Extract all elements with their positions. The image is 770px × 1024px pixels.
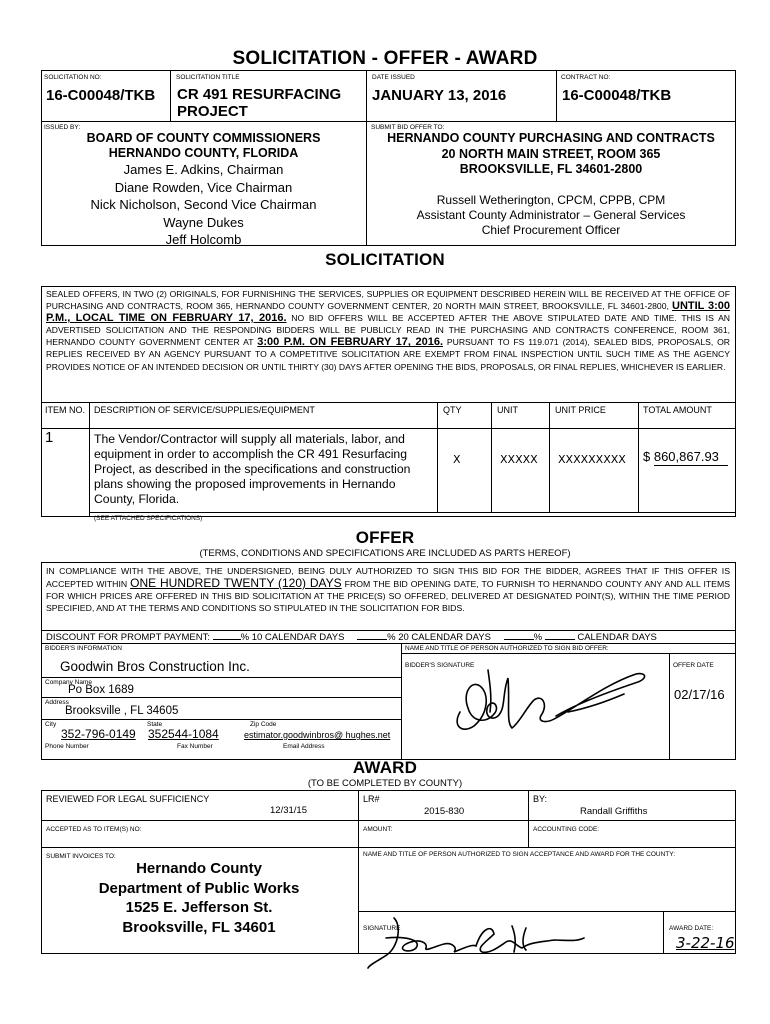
solicitation-title: CR 491 RESURFACING PROJECT xyxy=(177,86,342,120)
invoice-line-3: 1525 E. Jefferson St. xyxy=(125,899,273,916)
commissioner-5: Jeff Holcomb xyxy=(165,232,242,247)
accounting-code-label: ACCOUNTING CODE: xyxy=(533,826,600,833)
col-description: DESCRIPTION OF SERVICE/SUPPLIES/EQUIPMENT xyxy=(94,405,315,415)
county-signature xyxy=(366,912,588,972)
procurement-role-2: Chief Procurement Officer xyxy=(481,223,621,237)
item-total: $ 860,867.93 xyxy=(643,449,719,464)
address-line-2: Brooksville , FL 34605 xyxy=(65,705,179,717)
col-unit-price: UNIT PRICE xyxy=(555,405,606,415)
solicitation-text: SEALED OFFERS, IN TWO (2) ORIGINALS, FOR FURNISHING THE SERVICES, SUPPLIES OR EQUIPMENT DESCRIBED HEREIN WILL BE RECEIVED AT THE OFFICE OF PURCHASING AND CONTRACTS, ROOM 365, HERNANDO COUNTY GOVERNMENT CENTER, 20 NORTH MAIN STREET, BROOKSVILLE, FL 34601-2800, UNTIL 3:00 P.M., LOCAL TIME ON FEBRUARY 17, 2016. NO BID OFFERS WILL BE ACCEPTED AFTER THE ABOVE STIPULATED DATE AND TIME. THIS IS AN ADVERTISED SOLICITATION AND THE RESPONDING BIDDERS WILL BE PUBLICLY READ IN THE PURCHASING AND CONTRACTS CONFERENCE, ROOM 361, HERNANDO COUNTY GOVERNMENT CENTER AT 3:00 P.M. ON FEBRUARY 17, 2016. PURSUANT TO FS 119.071 (2014), SEALED BIDS, PROPOSALS, OR REPLIES RECEIVED BY AN AGENCY PURSUANT TO A COMPETITIVE SOLICITATION ARE EXEMPT FROM FINAL INSPECTION UNTIL SUCH TIME AS THE AGENCY PROVIDES NOTICE OF AN INTENDED DECISION OR UNTIL THIRTY (30) DAYS AFTER OPENING THE BIDS, PROPOSALS, OR FINAL REPLIES, WHICHEVER IS EARLIER. xyxy=(46,289,731,372)
email-label: Email Address xyxy=(283,743,325,750)
discount-line: DISCOUNT FOR PROMPT PAYMENT: % 10 CALENDAR DAYS % 20 CALENDAR DAYS % CALENDAR DAYS xyxy=(46,632,657,643)
bidder-info-label: BIDDER'S INFORMATION xyxy=(45,645,122,652)
page-title: SOLICITATION - OFFER - AWARD xyxy=(232,48,538,69)
col-item: ITEM NO. xyxy=(45,405,85,415)
solicitation-no-label: SOLICITATION NO: xyxy=(44,74,102,81)
commissioner-2: Diane Rowden, Vice Chairman xyxy=(114,179,293,195)
item-qty: X xyxy=(453,453,461,466)
amount-label: AMOUNT: xyxy=(363,826,393,833)
company-name: Goodwin Bros Construction Inc. xyxy=(60,659,250,674)
item-unit-price: XXXXXXXXX xyxy=(558,453,626,466)
offer-days: ONE HUNDRED TWENTY (120) DAYS xyxy=(130,576,342,590)
offer-date: 02/17/16 xyxy=(674,687,725,702)
offer-text: IN COMPLIANCE WITH THE ABOVE, THE UNDERSIGNED, BEING DULY AUTHORIZED TO SIGN THIS BID FOR THE BIDDER, AGREES THAT IF THIS OFFER IS ACCEPTED WITHIN ONE HUNDRED TWENTY (120) DAYS FROM THE BID OPENING DATE, TO FURNISH TO HERNANDO COUNTY ANY AND ALL ITEMS FOR WHICH PRICES ARE OFFERED IN THIS BID SOLICITATION AT THE PRICE(S) SO OFFERED, DELIVERED AT DESIGNATED POINT(S), WITHIN THE TIME PERIOD SPECIFIED, AND AT THE TERMS AND CONDITIONS SO STIPULATED IN THE SOLICITATION FOR BIDS. xyxy=(46,566,731,613)
contract-no: 16-C00048/TKB xyxy=(562,87,672,104)
lr-label: LR# xyxy=(363,794,380,804)
city-label: City xyxy=(45,721,57,728)
submit-line-3: BROOKSVILLE, FL 34601-2800 xyxy=(459,162,643,176)
address-line-1: Po Box 1689 xyxy=(68,684,134,696)
company-name-label: Company Name xyxy=(45,679,92,686)
award-signature-label: SIGNATURE xyxy=(363,925,401,932)
offer-subheading: (TERMS, CONDITIONS AND SPECIFICATIONS ARE INCLUDED AS PARTS HEREOF) xyxy=(199,548,571,559)
email-address: estimator.goodwinbros@ hughes.net xyxy=(244,730,391,740)
award-heading: AWARD xyxy=(352,758,418,777)
legal-review-date: 12/31/15 xyxy=(270,805,307,816)
award-date: 3-22-16 xyxy=(676,934,735,952)
invoice-label: SUBMIT INVOICES TO: xyxy=(46,853,116,860)
fax-number: 352544-1084 xyxy=(148,727,219,741)
bidder-signature xyxy=(448,664,658,744)
phone-label: Phone Number xyxy=(45,743,89,750)
col-total: TOTAL AMOUNT xyxy=(643,405,712,415)
item-unit: XXXXX xyxy=(500,453,538,466)
award-subheading: (TO BE COMPLETED BY COUNTY) xyxy=(307,778,463,789)
reviewer-name: Randall Griffiths xyxy=(580,806,648,817)
col-unit: UNIT xyxy=(497,405,518,415)
zip-label: Zip Code xyxy=(250,721,277,728)
deadline-text: UNTIL 3:00 P.M., LOCAL TIME ON FEBRUARY 17, 2016. xyxy=(46,300,730,325)
submit-line-1: HERNANDO COUNTY PURCHASING AND CONTRACTS xyxy=(387,131,715,145)
attached-specs-note: (SEE ATTACHED SPECIFICATIONS) xyxy=(94,515,203,522)
col-qty: QTY xyxy=(443,405,462,415)
solicitation-heading: SOLICITATION xyxy=(325,250,445,269)
item-description: The Vendor/Contractor will supply all materials, labor, and equipment in order to accomplish the CR 491 Resurfacing Project, as described in the specifications and construction plans showing the proposed improvements in Hernando County, Florida. xyxy=(94,432,411,506)
date-issued-label: DATE ISSUED xyxy=(372,74,415,81)
award-signer-label: NAME AND TITLE OF PERSON AUTHORIZED TO SIGN ACCEPTANCE AND AWARD FOR THE COUNTY: xyxy=(363,851,676,858)
solicitation-title-label: SOLICITATION TITLE xyxy=(176,74,240,81)
solicitation-no: 16-C00048/TKB xyxy=(46,87,156,104)
procurement-person: Russell Wetherington, CPCM, CPPB, CPM xyxy=(436,193,666,207)
by-label: BY: xyxy=(533,794,548,804)
offer-heading: OFFER xyxy=(355,528,415,547)
commissioner-3: Nick Nicholson, Second Vice Chairman xyxy=(90,197,317,212)
contract-no-label: CONTRACT NO: xyxy=(561,74,611,81)
bidder-signature-label: BIDDER'S SIGNATURE xyxy=(405,662,475,669)
submit-label: SUBMIT BID OFFER TO: xyxy=(371,124,445,131)
offer-date-label: OFFER DATE xyxy=(673,662,714,669)
address-label: Address xyxy=(45,699,69,706)
invoice-line-1: Hernando County xyxy=(136,860,262,877)
invoice-line-4: Brooksville, FL 34601 xyxy=(122,918,276,936)
award-date-label: AWARD DATE: xyxy=(669,925,714,932)
commissioner-4: Wayne Dukes xyxy=(163,214,244,230)
submit-line-2: 20 NORTH MAIN STREET, ROOM 365 xyxy=(441,146,661,161)
lr-number: 2015-830 xyxy=(424,806,465,817)
commissioner-1: James E. Adkins, Chairman xyxy=(123,162,284,177)
item-number: 1 xyxy=(45,429,54,446)
issued-line-2: HERNANDO COUNTY, FLORIDA xyxy=(108,146,299,160)
invoice-line-2: Department of Public Works xyxy=(98,879,300,897)
issued-line-1: BOARD OF COUNTY COMMISSIONERS xyxy=(86,131,321,145)
procurement-role-1: Assistant County Administrator – General Services xyxy=(416,208,686,222)
date-issued: JANUARY 13, 2016 xyxy=(372,87,507,104)
state-label: State xyxy=(147,721,163,728)
fax-label: Fax Number xyxy=(177,743,213,750)
phone-number: 352-796-0149 xyxy=(61,727,136,741)
issued-by-label: ISSUED BY: xyxy=(44,124,81,131)
opening-time-text: 3:00 P.M. ON FEBRUARY 17, 2016. xyxy=(257,336,444,349)
bid-signer-label: NAME AND TITLE OF PERSON AUTHORIZED TO SIGN BID OFFER: xyxy=(405,645,609,652)
legal-review-label: REVIEWED FOR LEGAL SUFFICIENCY xyxy=(46,794,210,804)
accepted-items-label: ACCEPTED AS TO ITEM(S) NO: xyxy=(46,826,142,833)
